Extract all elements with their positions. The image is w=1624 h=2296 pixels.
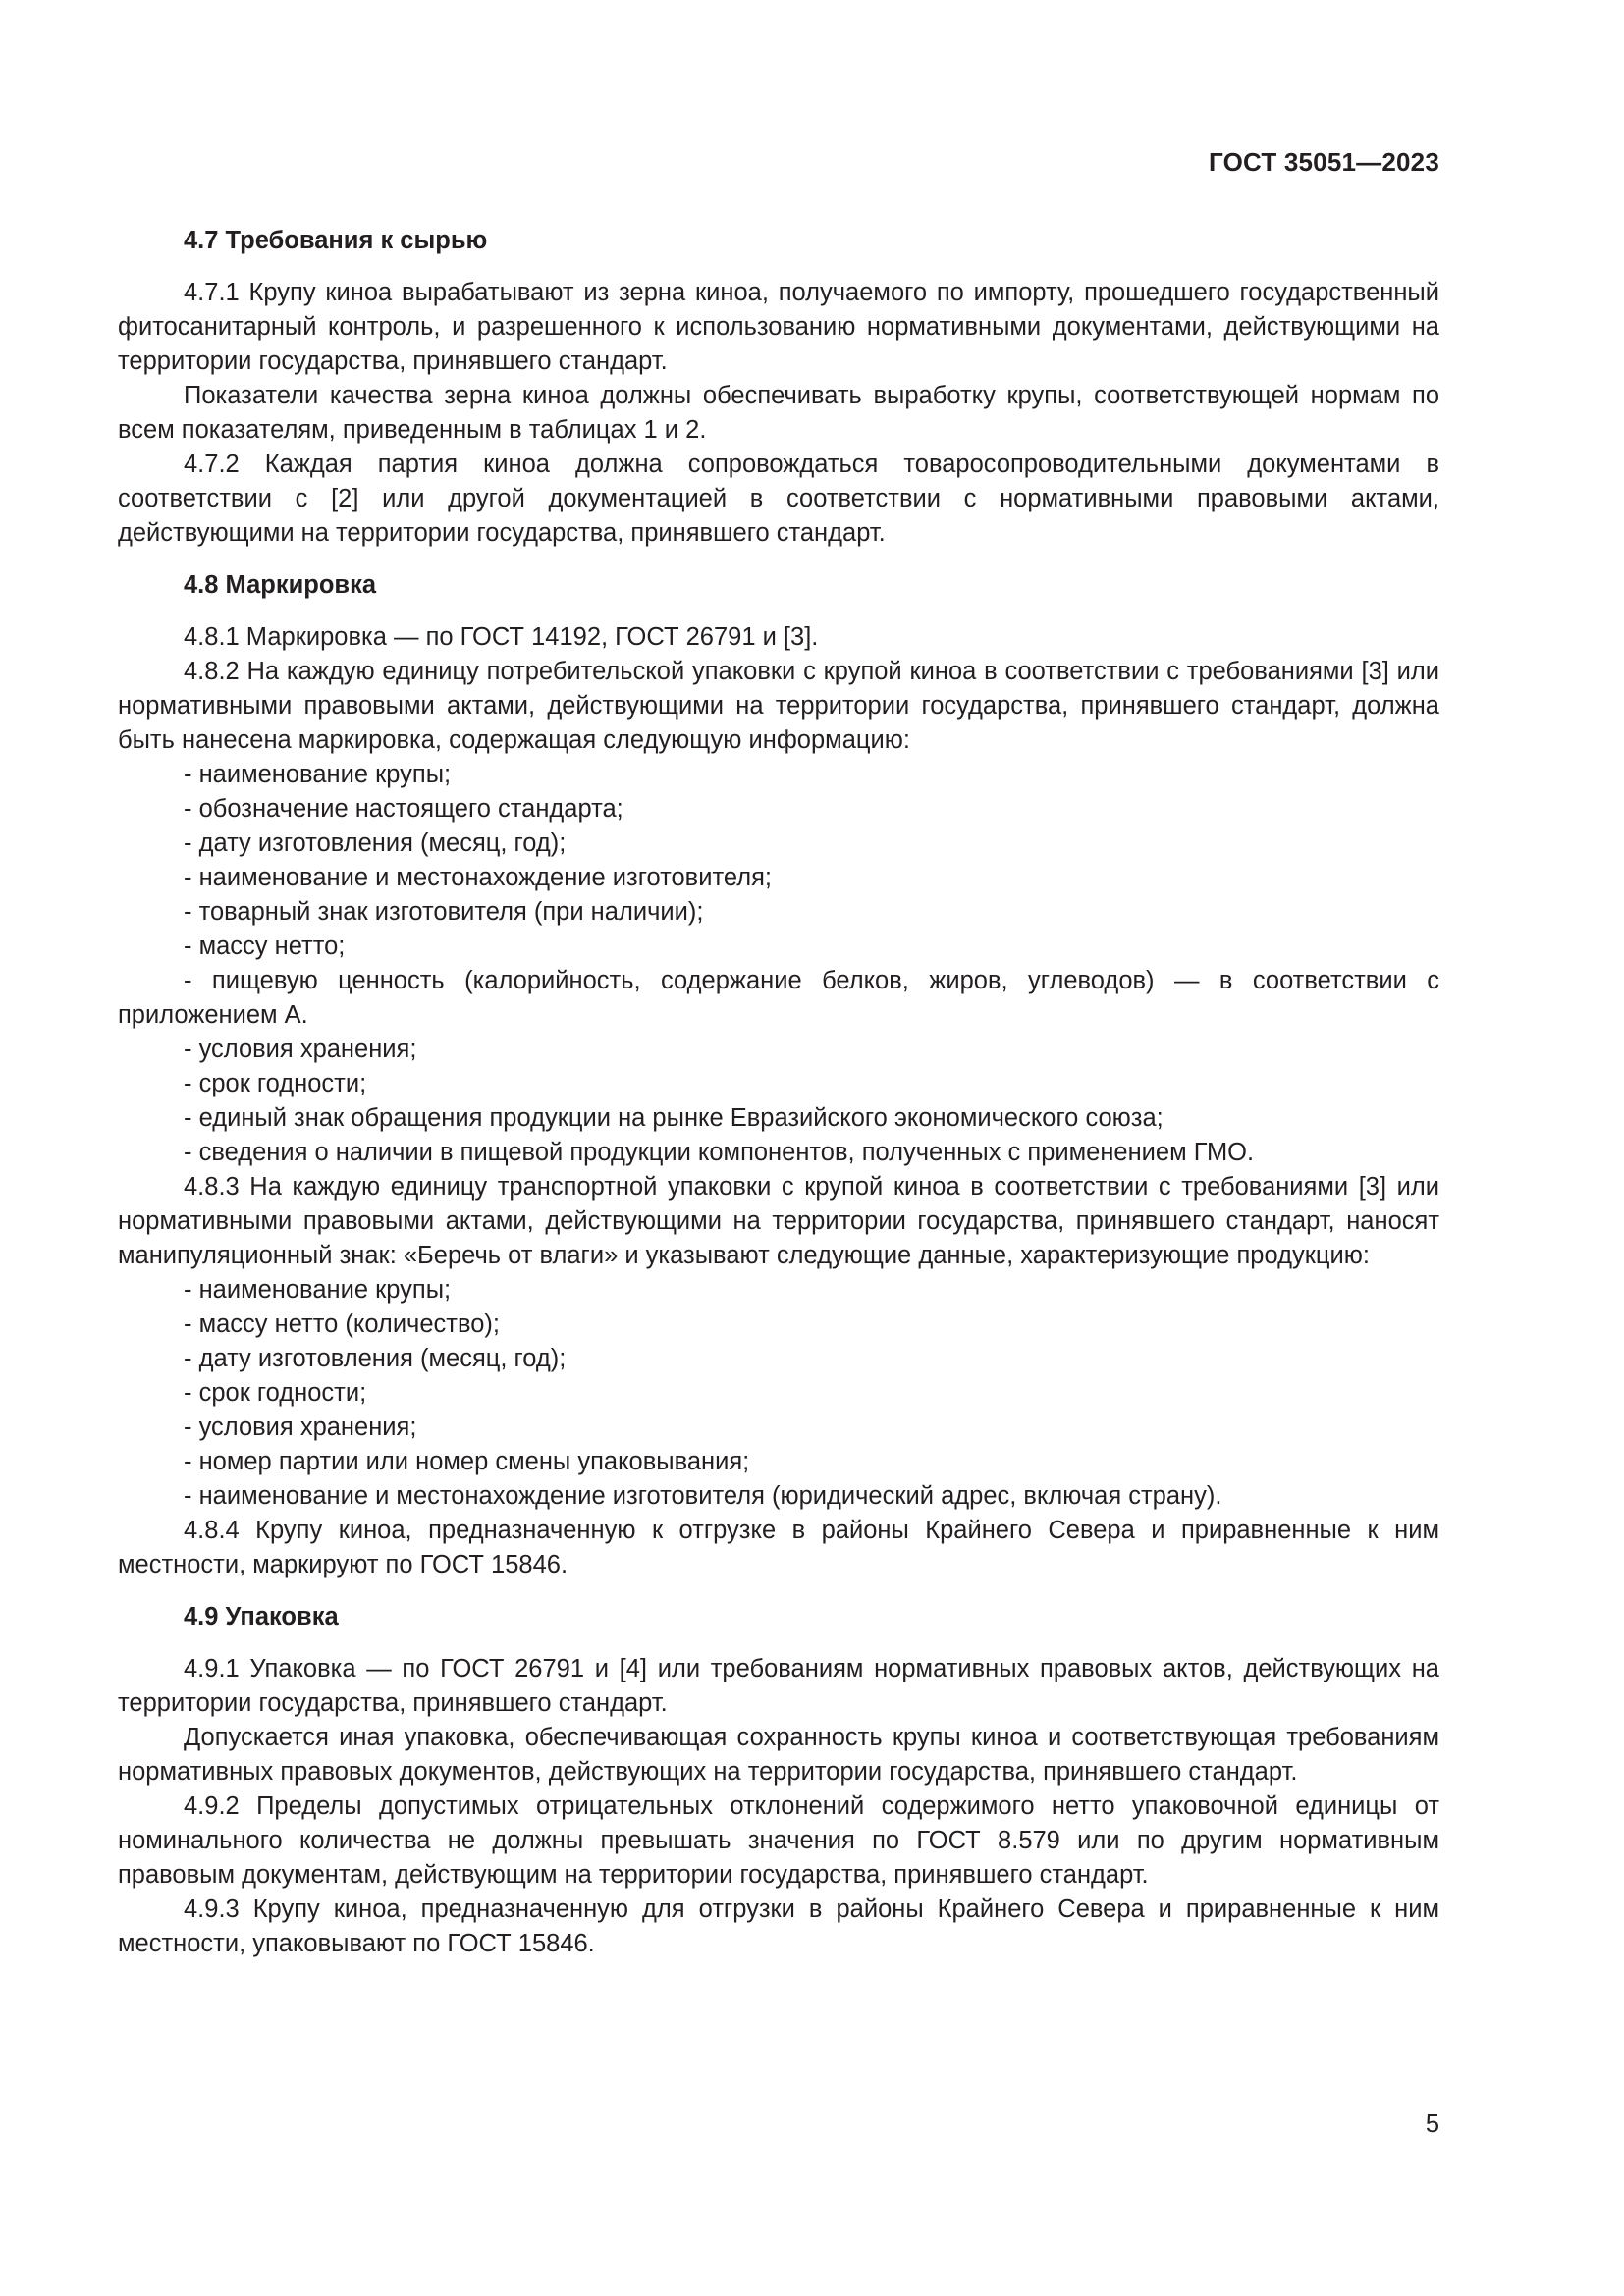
list-item: - массу нетто (количество); [184,1310,500,1338]
list-item: - наименование крупы; [184,761,452,788]
section-4-7 [118,224,1439,551]
list-item: - товарный знак изготовителя (при наличии); [184,898,704,926]
list-item: - дату изготовления (месяц, год); [184,829,567,857]
paragraph: 4.8.4 Крупу киноа, предназначенную к отгрузке в районы Крайнего Севера и приравненные к ним местности, маркируют по ГОСТ 15846. [118,1517,1439,1578]
paragraph: 4.9.1 Упаковка — по ГОСТ 26791 и [4] или требованиям нормативных правовых актов, действующих на территории государства, принявшего стандарт. [118,1655,1439,1717]
list-item: - пищевую ценность (калорийность, содержание белков, жиров, углеводов) — в соответствии с приложением А. [118,967,1439,1029]
section-4-8 [118,568,1439,1582]
list-item: - срок годности; [184,1070,367,1097]
paragraph: 4.9.3 Крупу киноа, предназначенную для отгрузки в районы Крайнего Севера и приравненные к ним местности, упаковывают по ГОСТ 15846. [118,1896,1439,1957]
list-item: - наименование и местонахождение изготовителя; [184,864,772,891]
paragraph: 4.7.1 Крупу киноа вырабатывают из зерна киноа, получаемого по импорту, прошедшего государственный фитосанитарный контроль, и разрешенного к использованию нормативными документами, действующими на территории государства, принявшего стандарт. [118,279,1439,375]
list-item: - условия хранения; [184,1036,417,1063]
list-item: - обозначение настоящего стандарта; [184,795,623,823]
list-item: - сведения о наличии в пищевой продукции компонентов, полученных с применением ГМО. [184,1139,1255,1166]
paragraph: 4.9.2 Пределы допустимых отрицательных отклонений содержимого нетто упаковочной единицы от номинального количества не должны превышать значения по ГОСТ 8.579 или по другим нормативным правовым документам, действующим на территории государства, принявшего стандарт. [118,1792,1439,1889]
page-number: 5 [1425,2110,1439,2138]
list-item: - наименование крупы; [184,1276,452,1304]
list-item: - единый знак обращения продукции на рынке Евразийского экономического союза; [184,1104,1164,1132]
document-code: ГОСТ 35051—2023 [1209,147,1439,177]
section-heading: 4.7 Требования к сырью [184,227,488,254]
paragraph: 4.8.1 Маркировка — по ГОСТ 14192, ГОСТ 26791 и [3]. [184,623,819,651]
section-4-9 [118,1600,1439,1961]
list-item: - дату изготовления (месяц, год); [184,1345,567,1372]
section-heading: 4.8 Маркировка [184,571,377,599]
list-item: - наименование и местонахождение изготовителя (юридический адрес, включая страну). [184,1482,1222,1510]
section-heading: 4.9 Упаковка [184,1603,339,1630]
paragraph: 4.8.3 На каждую единицу транспортной упаковки с крупой киноа в соответствии с требованиями [3] или нормативными правовыми актами, действующими на территории государства, принявшего стандарт, наносят манипуляционный знак: «Беречь от влаги» и указывают следующие данные, характеризующие продукцию: [118,1173,1439,1269]
paragraph: 4.7.2 Каждая партия киноа должна сопровождаться товаросопроводительными документами в соответствии с [2] или другой документацией в соответствии с нормативными правовыми актами, действующими на территории государства, принявшего стандарт. [118,451,1439,547]
list-item: - срок годности; [184,1379,367,1407]
list-item: - условия хранения; [184,1414,417,1441]
paragraph: Показатели качества зерна киноа должны обеспечивать выработку крупы, соответствующей нормам по всем показателям, приведенным в таблицах 1 и 2. [118,382,1439,444]
document-body [118,224,1439,1961]
list-item: - массу нетто; [184,933,346,960]
list-item: - номер партии или номер смены упаковывания; [184,1448,750,1475]
paragraph: 4.8.2 На каждую единицу потребительской упаковки с крупой киноа в соответствии с требованиями [3] или нормативными правовыми актами, действующими на территории государства, принявшего стандарт, должна быть нанесена маркировка, содержащая следующую информацию: [118,658,1439,754]
paragraph: Допускается иная упаковка, обеспечивающая сохранность крупы киноа и соответствующая требованиям нормативных правовых документов, действующих на территории государства, принявшего стандарт. [118,1724,1439,1786]
